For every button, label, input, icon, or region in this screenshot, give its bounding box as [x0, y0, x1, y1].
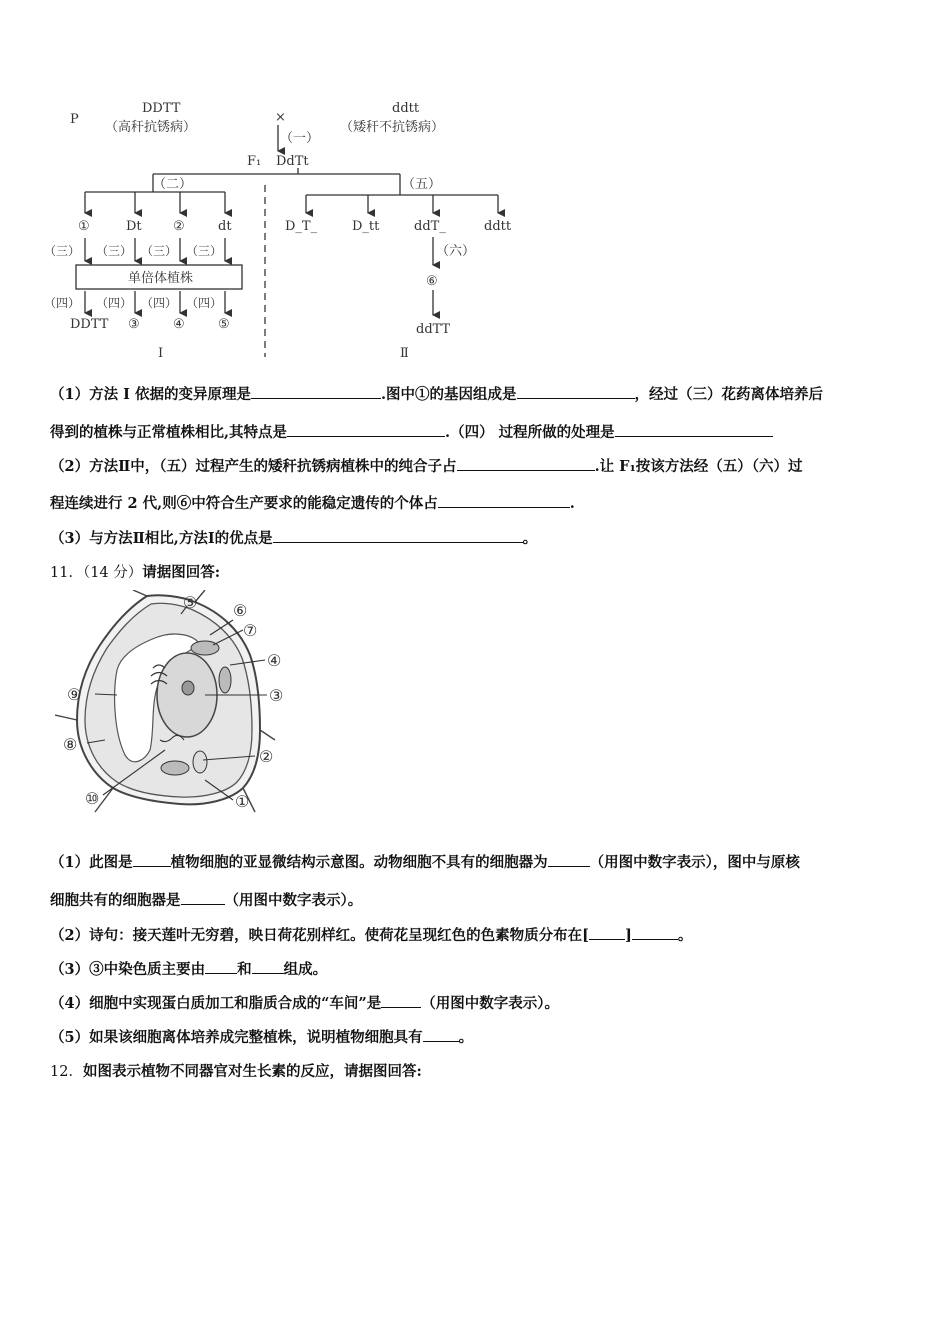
parent2-genotype: ddtt [392, 101, 420, 116]
cell-label-3: ③ [269, 686, 284, 705]
step4-label-2: （四） [96, 296, 133, 310]
nucleolus [182, 681, 194, 695]
parent1-trait: （高秆抗锈病） [105, 120, 197, 135]
chloroplast [219, 667, 231, 693]
answer-blank[interactable] [273, 528, 523, 543]
f1-genotype: DdTt [276, 154, 309, 169]
gamete-4: dt [218, 219, 232, 234]
step4-label-1: （四） [44, 296, 81, 310]
step4-label-4: （四） [186, 296, 223, 310]
step5-label: （五） [402, 177, 442, 192]
gamete-2: Dt [126, 219, 142, 234]
answer-blank[interactable] [423, 1027, 459, 1042]
answer-blank[interactable] [251, 384, 381, 399]
cell-label-5: ⑤ [183, 593, 198, 612]
f2-type-3: ddT_ [414, 219, 446, 234]
method-i-label: Ⅰ [158, 346, 164, 361]
answer-blank[interactable] [548, 852, 590, 867]
q11-part2: （2）诗句：接天莲叶无穷碧，映日荷花别样红。使荷花呈现红色的色素物质分布在[ ] 。 [50, 927, 693, 944]
step6-label: （六） [436, 244, 476, 259]
answer-blank[interactable] [381, 993, 421, 1008]
q11-part4: （4）细胞中实现蛋白质加工和脂质合成的“车间”是 （用图中数字表示）。 [50, 995, 560, 1012]
result-i-2: ③ [128, 317, 140, 332]
haploid-box-label: 单倍体植株 [128, 271, 194, 286]
q11-part3: （3）③中染色质主要由 和 组成。 [50, 961, 328, 978]
answer-blank[interactable] [181, 890, 225, 905]
answer-blank[interactable] [615, 422, 773, 437]
chloroplast [191, 641, 219, 655]
answer-blank[interactable] [517, 384, 635, 399]
cell-label-9: ⑨ [67, 685, 82, 704]
answer-blank[interactable] [133, 852, 171, 867]
result-i-3: ④ [173, 317, 185, 332]
step3-label-1: （三） [44, 244, 81, 258]
answer-blank[interactable] [287, 422, 445, 437]
answer-blank[interactable] [632, 925, 678, 940]
circle6-label: ⑥ [426, 274, 438, 289]
cross-symbol: × [275, 110, 286, 125]
cell-label-7: ⑦ [243, 621, 258, 640]
p-label: P [70, 112, 79, 127]
chloroplast [161, 761, 189, 775]
q11-part1-line2: 细胞共有的细胞器是 （用图中数字表示）。 [50, 892, 363, 909]
step1-label: （一） [280, 131, 320, 146]
cell-label-6: ⑥ [233, 601, 248, 620]
q11-part5: （5）如果该细胞离体培养成完整植株，说明植物细胞具有 。 [50, 1029, 474, 1046]
f1-label: F₁ [247, 154, 262, 169]
method-ii-label: Ⅱ [400, 346, 409, 361]
q10-part1-line2: 得到的植株与正常植株相比,其特点是 .（四） 过程所做的处理是 [50, 422, 773, 444]
q11-part1-line1: （1）此图是 植物细胞的亚显微结构示意图。动物细胞不具有的细胞器为 （用图中数字表示），图中与原核 [50, 854, 800, 871]
gamete-1: ① [78, 219, 90, 234]
q10-part2-line1: （2）方法Ⅱ中，（五）过程产生的矮秆抗锈病植株中的纯合子占 .让 F₁按该方法经（五）（六）过 [50, 458, 803, 475]
step3-label-4: （三） [186, 244, 223, 258]
step2-label: （二） [153, 177, 193, 192]
answer-blank[interactable] [589, 925, 625, 940]
f2-type-1: D_T_ [285, 219, 318, 234]
q10-part1-line1: （1）方法 I 依据的变异原理是 .图中①的基因组成是 ，经过（三）花药离体培养后 [50, 386, 824, 403]
q10-part2-line2: 程连续进行 2 代,则⑥中符合生产要求的能稳定遗传的个体占 . [50, 495, 575, 512]
mitochondrion [193, 751, 207, 773]
q12-header: 12．如图表示植物不同器官对生长素的反应，请据图回答: [50, 1063, 422, 1080]
cell-label-1: ① [235, 792, 250, 811]
f2-type-4: ddtt [484, 219, 512, 234]
q10-part3: （3）与方法Ⅱ相比,方法Ⅰ的优点是 。 [50, 530, 538, 547]
f2-type-2: D_tt [352, 219, 380, 234]
final-ii-genotype: ddTT [416, 322, 451, 337]
gamete-3: ② [173, 219, 185, 234]
parent1-genotype: DDTT [142, 101, 181, 116]
result-i-4: ⑤ [218, 317, 230, 332]
answer-blank[interactable] [252, 959, 284, 974]
step3-label-3: （三） [141, 244, 178, 258]
cell-label-2: ② [259, 747, 274, 766]
answer-blank[interactable] [457, 456, 595, 471]
cell-label-8: ⑧ [63, 735, 78, 754]
cell-label-10: ⑩ [85, 789, 100, 808]
breeding-diagram [40, 95, 530, 370]
step4-label-3: （四） [141, 296, 178, 310]
cell-label-4: ④ [267, 651, 282, 670]
answer-blank[interactable] [438, 493, 570, 508]
q11-header: 11．（14 分）请据图回答: [50, 564, 221, 581]
answer-blank[interactable] [205, 959, 237, 974]
result-i-1: DDTT [70, 317, 109, 332]
parent2-trait: （矮秆不抗锈病） [340, 120, 445, 135]
plant-cell-diagram [55, 590, 295, 820]
step3-label-2: （三） [96, 244, 133, 258]
